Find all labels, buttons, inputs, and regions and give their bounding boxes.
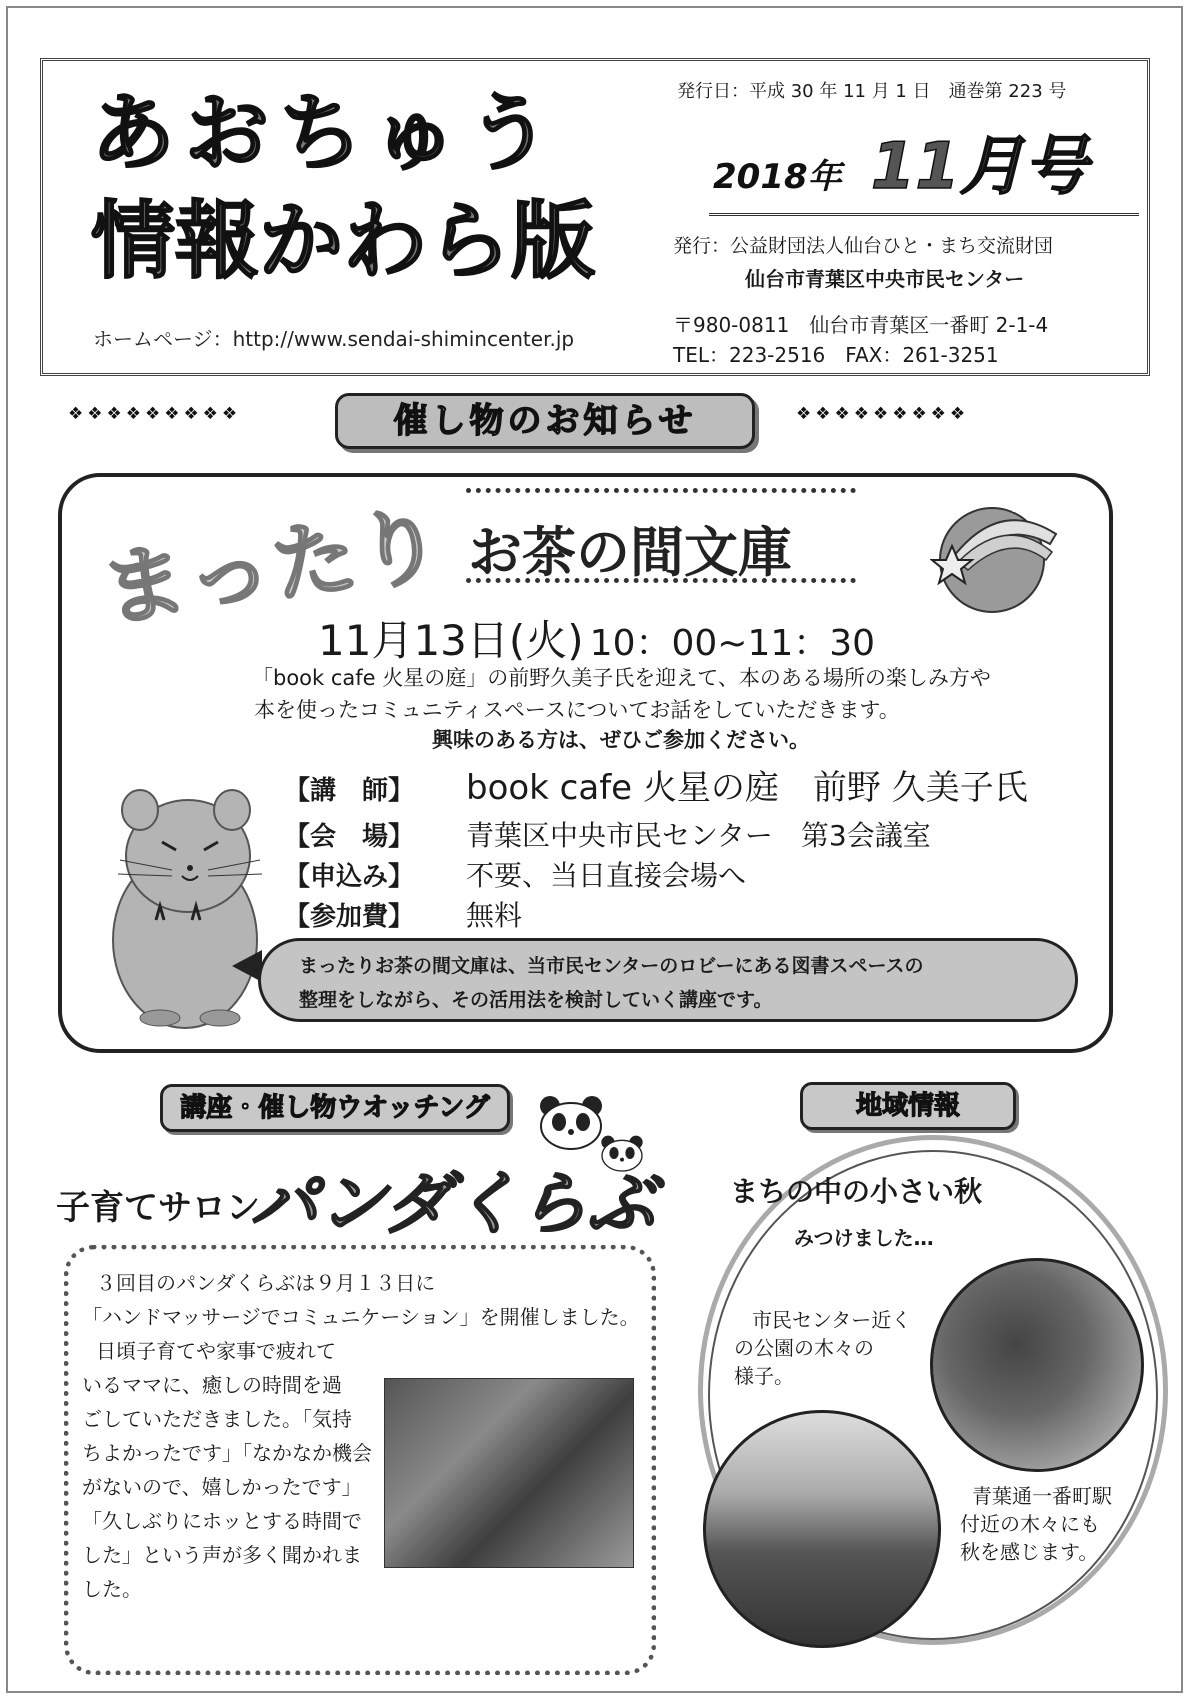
report-line: ちよかったです」「なかなか機会 bbox=[82, 1441, 372, 1465]
info-value: book cafe 火星の庭 前野 久美子氏 bbox=[466, 768, 1028, 808]
event-date: 11月13日(火) bbox=[318, 616, 584, 665]
info-value: 不要、当日直接会場へ bbox=[466, 859, 747, 892]
info-key: 【申込み】 bbox=[284, 862, 415, 892]
event-time: 10：00~11：30 bbox=[589, 623, 876, 664]
homepage-url[interactable]: ホームページ：http://www.sendai-shimincenter.jp bbox=[93, 327, 575, 351]
caption-line: 付近の木々にも bbox=[960, 1512, 1100, 1536]
publisher: 発行：公益財団法人仙台ひと・まち交流財団 bbox=[673, 235, 1054, 257]
divider bbox=[709, 213, 1139, 216]
info-key: 【講 師】 bbox=[284, 776, 415, 806]
divider bbox=[466, 578, 856, 583]
title-line-1: あおちゅう bbox=[91, 84, 562, 182]
report-line: がないので、嬉しかったです」 bbox=[82, 1475, 362, 1499]
caption-line: 様子。 bbox=[734, 1364, 794, 1388]
speech-bubble bbox=[258, 938, 1078, 1022]
info-row-venue bbox=[284, 814, 931, 854]
issue-month-block bbox=[713, 115, 1088, 207]
event-invite: 興味のある方は、ぜひご参加ください。 bbox=[432, 728, 810, 752]
desc-line-1: 「book cafe 火星の庭」の前野久美子氏を迎えて、本のある場所の楽しみ方や bbox=[252, 666, 991, 690]
desc-line-2: 本を使ったコミュニティスペースについてお話をしていただきます。 bbox=[254, 698, 900, 722]
info-key: 【会 場】 bbox=[284, 822, 415, 852]
info-row-application bbox=[284, 854, 746, 894]
event-description bbox=[252, 662, 991, 726]
info-value: 無料 bbox=[466, 899, 523, 932]
event-title: お茶の間文庫 bbox=[468, 521, 792, 584]
events-heading: 催し物のお知らせ bbox=[335, 393, 755, 449]
watching-heading: 講座・催し物ウオッチング bbox=[160, 1084, 510, 1132]
divider bbox=[466, 488, 856, 493]
panda-club-title: パンダくらぶ bbox=[250, 1165, 656, 1244]
report-line: いるママに、癒しの時間を過 bbox=[82, 1373, 342, 1397]
issue-date: 発行日：平成 30 年 11 月 1 日 通巻第 223 号 bbox=[677, 81, 1067, 102]
park-trees-photo bbox=[930, 1258, 1144, 1472]
caption-line: の公園の木々の bbox=[734, 1336, 874, 1360]
report-line: 「久しぶりにホッとする時間で bbox=[82, 1509, 362, 1533]
report-line: 日頃子育てや家事で疲れて bbox=[96, 1339, 336, 1363]
caption-line: 青葉通一番町駅 bbox=[972, 1484, 1112, 1508]
address: 〒980-0811 仙台市青葉区一番町 2-1-4 bbox=[673, 313, 1049, 337]
caption-line: 秋を感じます。 bbox=[960, 1540, 1099, 1564]
event-datetime bbox=[318, 608, 875, 668]
salon-label: 子育てサロン bbox=[56, 1188, 260, 1228]
shooting-star-icon bbox=[930, 498, 1062, 620]
masthead-title bbox=[91, 79, 595, 295]
diamond-ornament-left: ❖❖❖❖❖❖❖❖❖ bbox=[68, 404, 242, 424]
mattari-title: まったり bbox=[95, 494, 451, 640]
report-line: した」という声が多く聞かれま bbox=[82, 1543, 362, 1567]
info-value: 青葉区中央市民センター 第3会議室 bbox=[466, 819, 931, 852]
bubble-line-2: 整理をしながら、その活用法を検討していく講座です。 bbox=[299, 989, 773, 1011]
panda-icon bbox=[538, 1094, 604, 1154]
tel-fax: TEL：223-2516 FAX：261-3251 bbox=[673, 343, 999, 367]
issue-month: 11月号 bbox=[870, 130, 1088, 204]
caption-line: 市民センター近く bbox=[752, 1308, 912, 1332]
autumn-subtitle: みつけました… bbox=[794, 1226, 934, 1250]
info-key: 【参加費】 bbox=[284, 902, 415, 932]
masthead bbox=[40, 58, 1150, 376]
issue-year: 2018年 bbox=[713, 157, 842, 197]
local-info-heading: 地域情報 bbox=[800, 1082, 1016, 1130]
publisher-center: 仙台市青葉区中央市民センター bbox=[745, 267, 1025, 291]
info-row-instructor bbox=[284, 760, 1028, 809]
salon-photo bbox=[384, 1378, 634, 1568]
title-line-2: 情報かわら版 bbox=[91, 192, 596, 290]
report-line: ごしていただきました。「気持 bbox=[82, 1407, 352, 1431]
autumn-title: まちの中の小さい秋 bbox=[730, 1175, 983, 1208]
street-photo bbox=[703, 1410, 941, 1648]
bubble-line-1: まったりお茶の間文庫は、当市民センターのロビーにある図書スペースの bbox=[299, 955, 924, 977]
hamster-icon bbox=[100, 780, 270, 1034]
info-row-fee bbox=[284, 894, 522, 934]
issue-info-panel bbox=[663, 61, 1143, 371]
report-line: ３回目のパンダくらぶは９月１３日に bbox=[96, 1271, 436, 1295]
report-line: 「ハンドマッサージでコミュニケーション」を開催しました。 bbox=[82, 1305, 640, 1329]
report-line: した。 bbox=[82, 1577, 142, 1601]
diamond-ornament-right: ❖❖❖❖❖❖❖❖❖ bbox=[796, 404, 970, 424]
